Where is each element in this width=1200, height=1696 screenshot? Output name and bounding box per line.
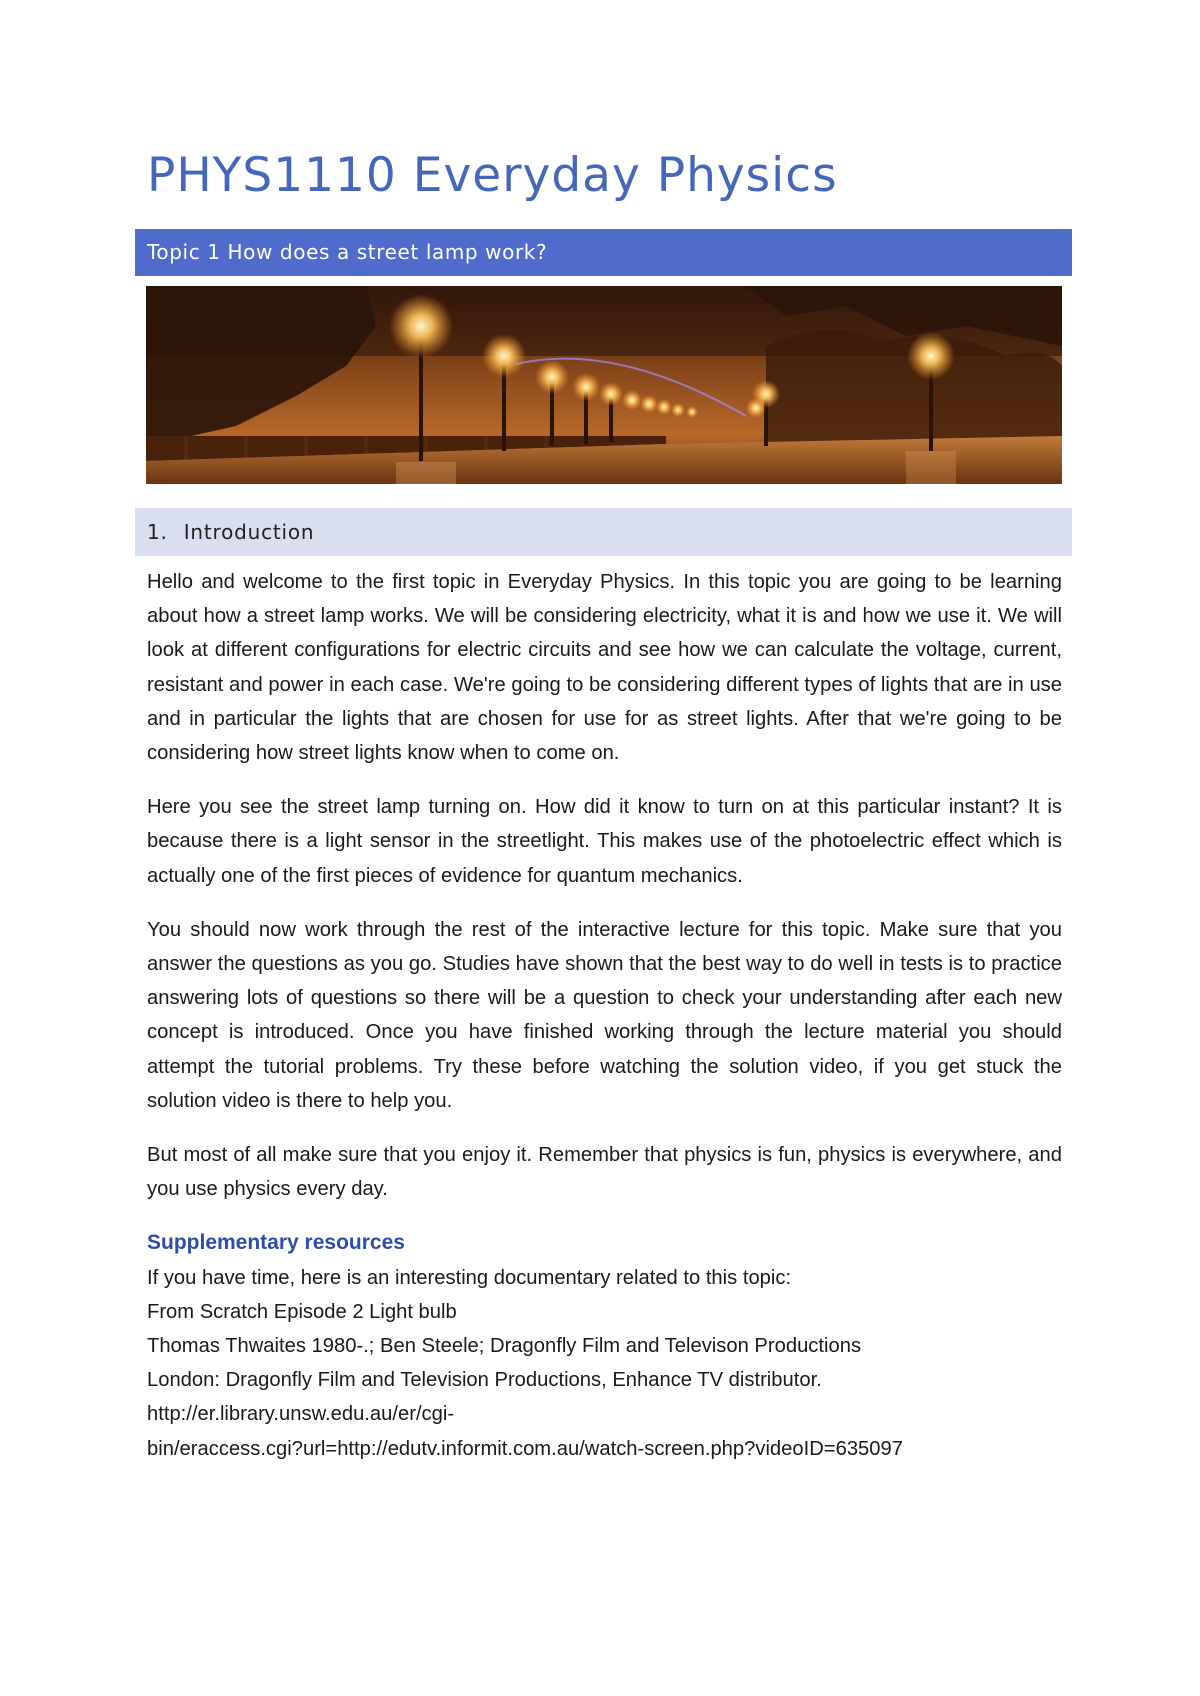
supplementary-heading: Supplementary resources: [147, 1231, 405, 1255]
paragraph-enjoy: But most of all make sure that you enjoy it. Remember that physics is fun, physics is everywhere, and you use physics every day.: [147, 1144, 1062, 1201]
paragraph-light-sensor: Here you see the street lamp turning on. How did it know to turn on at this particular instant? It is because there is a light sensor in the streetlight. This makes use of the photoelectric effect which is actually one of the first pieces of evidence for quantum mechanics.: [147, 796, 1062, 887]
resource-link-line-1[interactable]: http://er.library.unsw.edu.au/er/cgi-: [147, 1403, 455, 1426]
document-title: PHYS1110 Everyday Physics: [147, 148, 838, 203]
paragraph-intro: Hello and welcome to the first topic in Everyday Physics. In this topic you are going to be learning about how a street lamp works. We will be considering electricity, what it is and how we use it. We will look at different configurations for electric circuits and see how we can calculate the voltage, current, resistant and power in each case. We're going to be considering different types of lights that are in use and in particular the lights that are chosen for use for as street lights. After that we're going to be considering how street lights know when to come on.: [147, 571, 1062, 765]
section-number: 1.: [147, 520, 168, 544]
section-heading-introduction: [135, 508, 1072, 556]
film-title: From Scratch Episode 2 Light bulb: [147, 1300, 457, 1323]
supplementary-intro: If you have time, here is an interesting documentary related to this topic:: [147, 1266, 792, 1289]
film-credits: Thomas Thwaites 1980-.; Ben Steele; Dragonfly Film and Televison Productions: [147, 1335, 862, 1358]
topic-heading-bar: Topic 1 How does a street lamp work?: [135, 229, 1072, 276]
resource-link-line-2[interactable]: bin/eraccess.cgi?url=http://edutv.informit.com.au/watch-screen.php?videoID=635097: [147, 1437, 903, 1460]
document-body: [147, 565, 1062, 1466]
paragraph-instructions: You should now work through the rest of the interactive lecture for this topic. Make sure that you answer the questions as you go. Studies have shown that the best way to do well in tests is to practice answering lots of questions so there will be a question to check your understanding after each new concept is introduced. Once you have finished working through the lecture material you should attempt the tutorial problems. Try these before watching the solution video, if you get stuck the solution video is there to help you.: [147, 918, 1062, 1112]
section-title: Introduction: [183, 520, 315, 544]
film-publisher: London: Dragonfly Film and Television Productions, Enhance TV distributor.: [147, 1369, 822, 1392]
street-lamp-banner-image: [146, 286, 1062, 484]
